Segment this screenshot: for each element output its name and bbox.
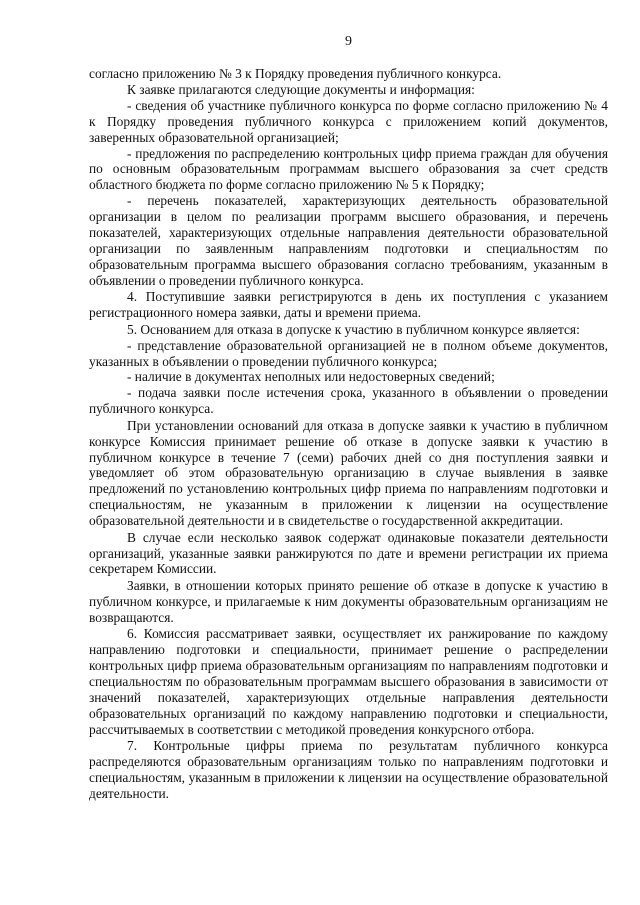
paragraph-5: - перечень показателей, характеризующих деятельность образовательной организации в целом по реализации программ высшего образования, и перечень показателей, характеризующих отдельные направления деятельности образовательной организации по заявленным направлениям подготовки и специальностям по образовательным программа высшего образования согласно требованиям, указанным в объявлении о проведении публичного конкурса.: [89, 193, 608, 288]
paragraph-12: В случае если несколько заявок содержат одинаковые показатели деятельности организаций, указанные заявки ранжируются по дате и времени регистрации их приема секретарем Комиссии.: [89, 529, 608, 577]
document-body: [89, 66, 608, 802]
paragraph-14: 6. Комиссия рассматривает заявки, осуществляет их ранжирование по каждому направлению подготовки и специальности, принимает решение о распределении контрольных цифр приема образовательным организациям по направлениям подготовки и специальностям по образовательным программам высшего образования в зависимости от значений показателей, характеризующих отдельные направления деятельности образовательных организаций по каждому направлению подготовки и специальности, рассчитываемых в соответствии с методикой проведения конкурсного отбора.: [89, 626, 608, 737]
paragraph-2: К заявке прилагаются следующие документы и информация:: [127, 81, 475, 97]
paragraph-4: - предложения по распределению контрольных цифр приема граждан для обучения по основным образовательным программам высшего образования за счет средств областного бюджета по форме согласно приложению № 5 к Порядку;: [89, 145, 608, 193]
paragraph-9: - наличие в документах неполных или недостоверных сведений;: [127, 369, 495, 385]
paragraph-7: 5. Основанием для отказа в допуске к участию в публичном конкурсе является:: [127, 321, 580, 337]
paragraph-6: 4. Поступившие заявки регистрируются в день их поступления с указанием регистрационного номера заявки, даты и времени приема.: [89, 289, 608, 321]
paragraph-10: - подача заявки после истечения срока, указанного в объявлении о проведении публичного конкурса.: [89, 385, 608, 417]
paragraph-1: согласно приложению № 3 к Порядку проведения публичного конкурса.: [89, 66, 502, 81]
paragraph-3: - сведения об участнике публичного конкурса по форме согласно приложению № 4 к Порядку проведения публичного конкурса с приложением копий документов, заверенных образовательной организацией;: [89, 97, 608, 145]
paragraph-8: - представление образовательной организацией не в полном объеме документов, указанных в объявлении о проведении публичного конкурса;: [89, 337, 608, 369]
paragraph-15: 7. Контрольные цифры приема по результатам публичного конкурса распределяются образовательным организациям только по направлениям подготовки и специальностям, указанным в приложении к лицензии на осуществление образовательной деятельности.: [89, 738, 608, 801]
paragraph-11: При установлении оснований для отказа в допуске заявки к участию в публичном конкурсе Комиссия принимает решение об отказе в допуске заявки к участию в публичном конкурсе в течение 7 (семи) рабочих дней со дня поступления заявки и уведомляет об этом образовательную организацию в случае выявления в заявке предложений по установлению контрольных цифр приема по направлениям подготовки и специальностям, не указанным в приложении к лицензии на осуществление образовательной деятельности и в свидетельстве о государственной аккредитации.: [89, 417, 608, 529]
page-number: 9: [345, 34, 352, 49]
paragraph-13: Заявки, в отношении которых принято решение об отказе в допуске к участию в публичном конкурсе, и прилагаемые к ним документы образовательным организациям не возвращаются.: [89, 577, 608, 625]
